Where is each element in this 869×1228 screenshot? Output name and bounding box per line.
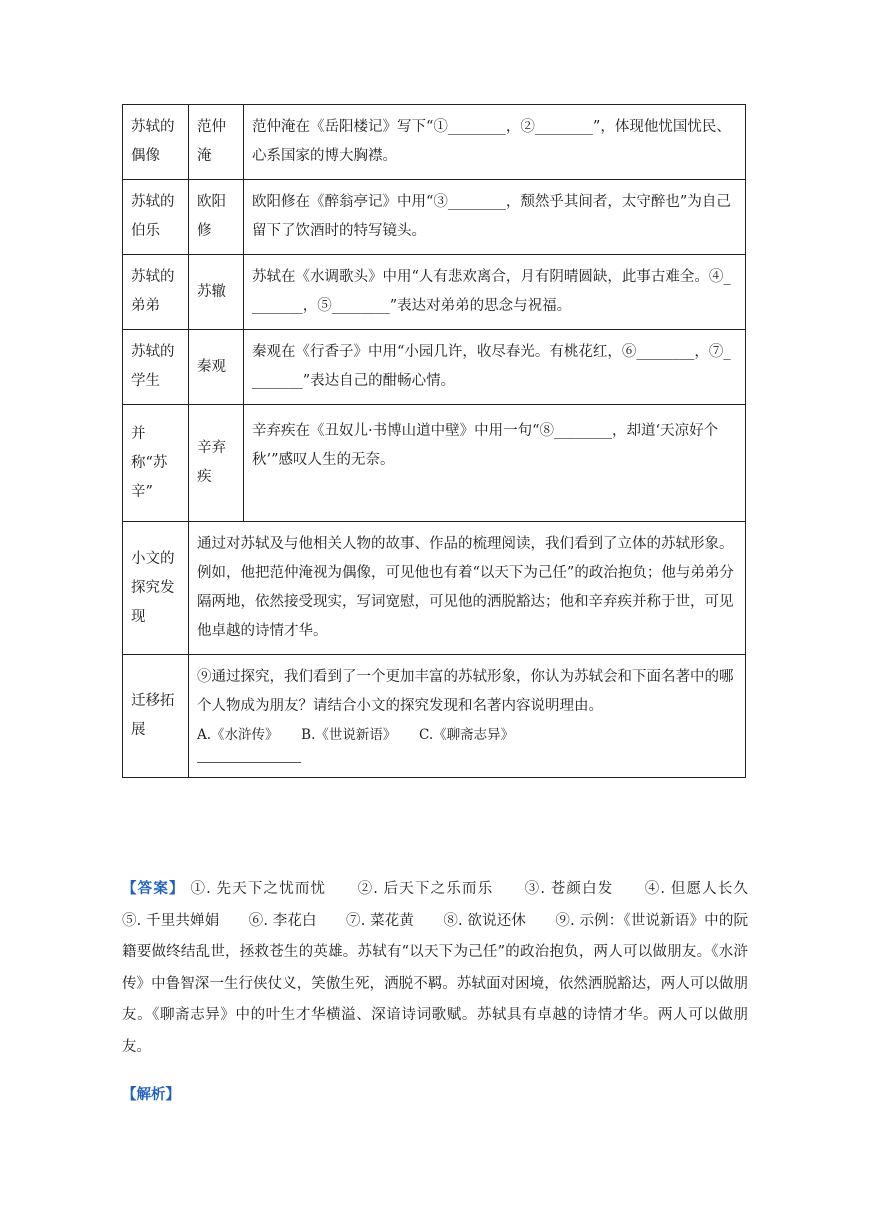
table-row [123,105,746,180]
answer-text: ①. 先天下之忧而忧 ②. 后天下之乐而乐 ③. 苍颜白发 ④. 但愿人长久 ⑤. 千里共婵娟 ⑥. 李花白 ⑦. 菜花黄 ⑧. 欲说还休 ⑨. 示例：《世说新语》中的阮籍要做终结乱世，拯救苍生的英雄。苏轼有“以天下为己任”的政治抱负，两人可以做朋友。《水浒传》中鲁智深一生行侠仗义，笑傲生死，洒脱不羁。苏轼面对困境，依然洒脱豁达，两人可以做朋友。《聊斋志异》中的叶生才华横溢、深谙诗词歌赋。苏轼具有卓越的诗情才华。两人可以做朋友。 [122,881,777,1055]
row-category: 苏轼的伯乐 [123,180,189,255]
extension-options [197,721,737,750]
row-person: 秦观 [189,330,244,405]
option-c: C.《聊斋志异》 [418,727,515,743]
discovery-content: 通过对苏轼及与他相关人物的故事、作品的梳理阅读，我们看到了立体的苏轼形象。例如，他把范仲淹视为偶像，可见他也有着“以天下为己任”的政治抱负；他与弟弟分隔两地，依然接受现实，写词宽慰，可见他的洒脱豁达；他和辛弃疾并称于世，可见他卓越的诗情才华。 [189,522,746,655]
answer-section [122,873,777,1063]
extension-question: ⑨通过探究，我们看到了一个更加丰富的苏轼形象，你认为苏轼会和下面名著中的哪个人物成为朋友？请结合小文的探究发现和名著内容说明理由。 [197,669,734,714]
table-row [123,255,746,330]
discovery-label: 小文的探究发现 [123,522,189,655]
row-category: 苏轼的学生 [123,330,189,405]
row-category: 苏轼的偶像 [123,105,189,180]
table-row [123,180,746,255]
row-content: 辛弃疾在《丑奴儿·书博山道中壁》中用一句“⑧________，却道‘天凉好个秋’”感叹人生的无奈。 [244,405,746,522]
extension-cell [189,655,746,778]
answer-tag: 【答案】 [122,880,185,897]
discovery-row [123,522,746,655]
row-category: 苏轼的弟弟 [123,255,189,330]
row-content: 秦观在《行香子》中用“小园几许，收尽春光。有桃花红，⑥________，⑦________”表达自己的酣畅心情。 [244,330,746,405]
row-content: 范仲淹在《岳阳楼记》写下“①________，②________”，体现他忧国忧民、心系国家的博大胸襟。 [244,105,746,180]
row-person: 辛弃疾 [189,405,244,522]
row-person: 欧阳修 [189,180,244,255]
row-category: 并称“苏辛” [123,405,189,522]
extension-row [123,655,746,778]
table-row [123,330,746,405]
question-table [122,104,746,778]
option-a: A.《水浒传》 [197,727,279,743]
row-person: 苏辙 [189,255,244,330]
analysis-section [122,1079,180,1111]
row-content: 欧阳修在《醉翁亭记》中用“③________，颓然乎其间者，太守醉也”为自己留下了饮酒时的特写镜头。 [244,180,746,255]
analysis-tag: 【解析】 [122,1086,180,1103]
row-person: 范仲淹 [189,105,244,180]
table-row [123,405,746,522]
option-b: B.《世说新语》 [301,727,397,743]
extension-label: 迁移拓展 [123,655,189,778]
row-content: 苏轼在《水调歌头》中用“人有悲欢离合，月有阴晴圆缺，此事古难全。④________，⑤________”表达对弟弟的思念与祝福。 [244,255,746,330]
answer-blank-line [197,762,301,763]
